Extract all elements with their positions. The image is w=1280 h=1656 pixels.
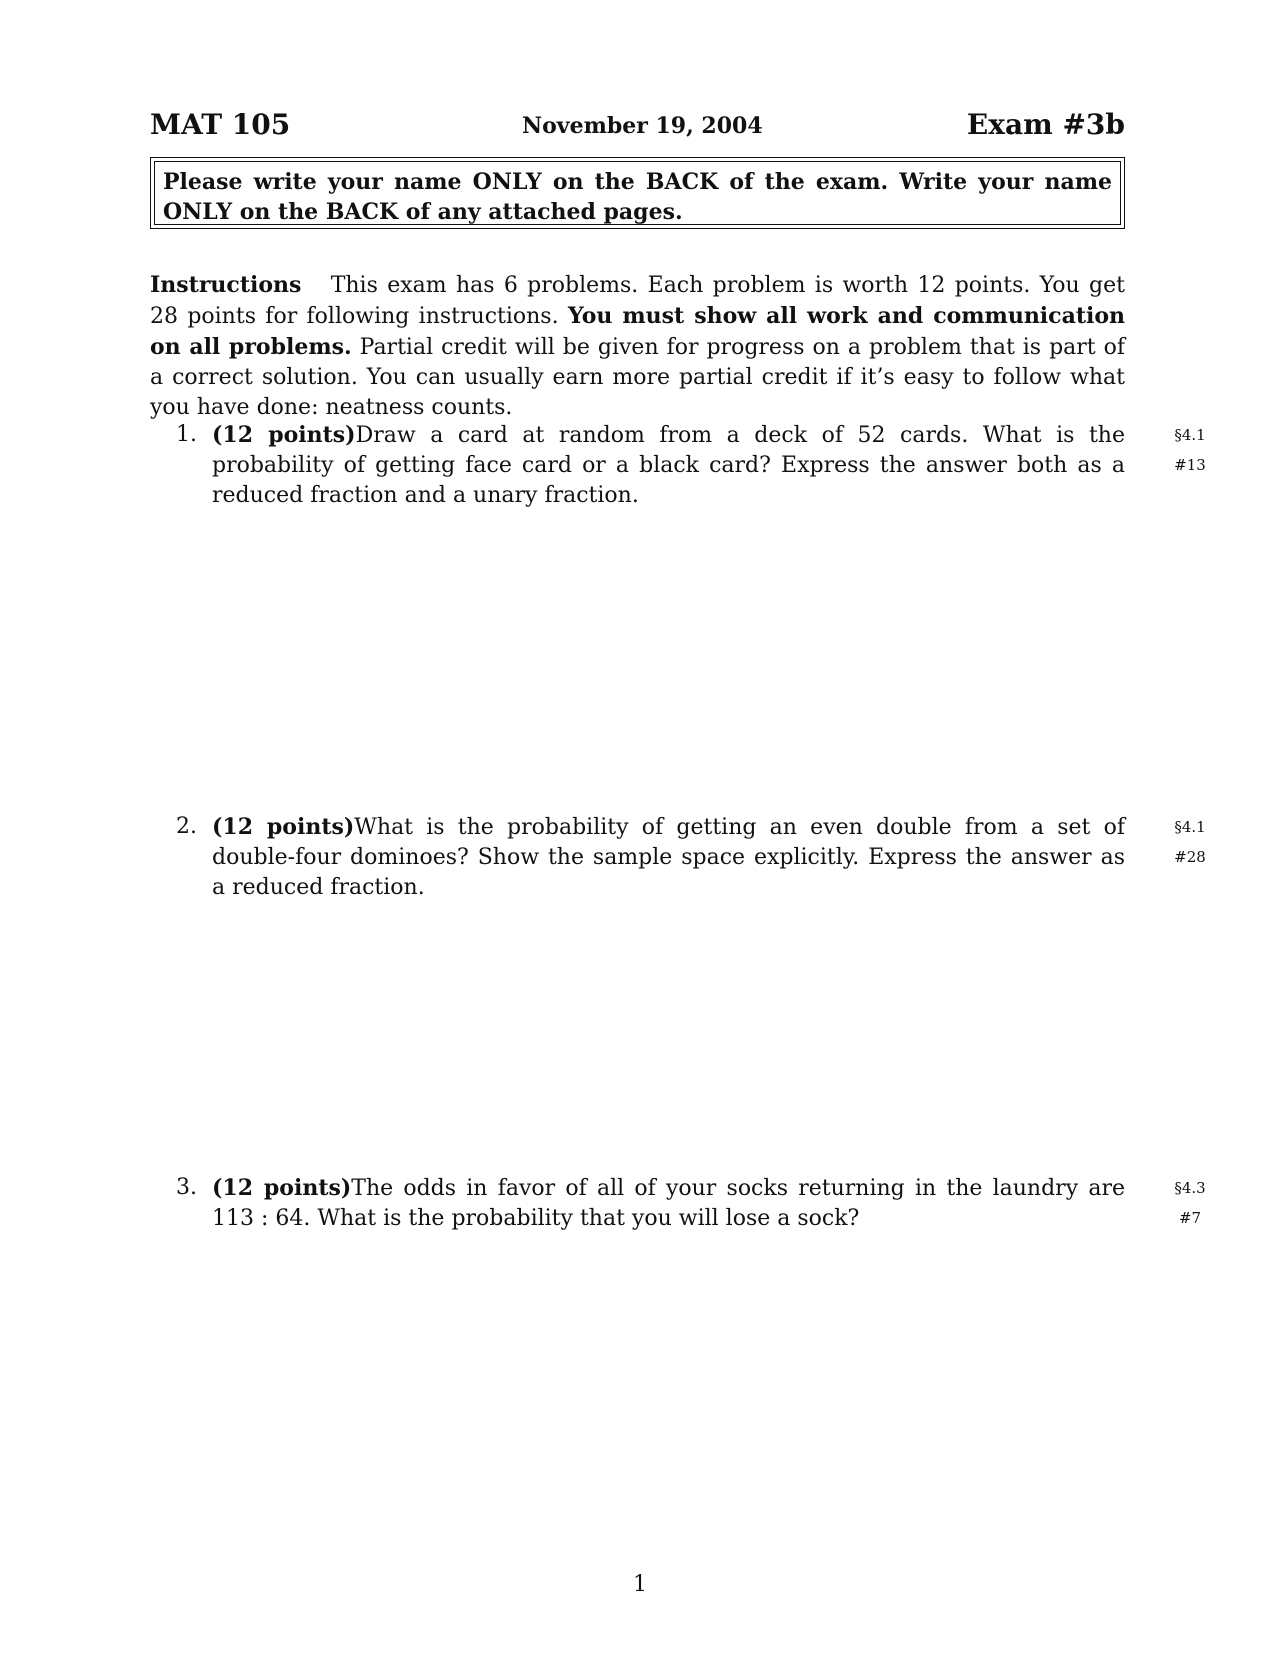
problem-text: The odds in favor of all of your socks returning in the laundry are 113 : 64. What is the probability that you will lose a sock? [212,1176,1125,1231]
problem-body [212,812,1125,903]
problem-reference [1160,420,1220,480]
problem-reference [1160,1173,1220,1233]
problem-reference [1160,812,1220,872]
problem-number: 2. [176,814,197,839]
instructions-bold: You must show all work and communication on all problems. [150,303,1126,360]
problem-text: Draw a card at random from a deck of 52 cards. What is the probability of getting face card or a black card? Express the answer both as a reduced fraction and a unary fraction. [212,423,1125,508]
name-notice-box [150,157,1125,229]
instructions-text-1: This exam has 6 problems. Each problem is worth 12 points. You get 28 points for following instructions. [150,273,1125,329]
exam-id: Exam #3b [966,108,1125,141]
problem-number: 3. [176,1175,197,1200]
section-ref: §4.1 [1174,818,1206,836]
section-ref: §4.3 [1174,1179,1206,1197]
page-number: 1 [633,1572,647,1597]
exercise-ref: #28 [1174,848,1206,866]
exercise-ref: #7 [1178,1209,1202,1227]
problem-body [212,420,1125,511]
problem-body [212,1173,1125,1234]
exam-date: November 19, 2004 [522,113,763,139]
exam-header [150,108,1125,148]
problem-points: (12 points) [212,1175,352,1201]
section-ref: §4.1 [1174,426,1206,444]
problem-points: (12 points) [212,422,356,448]
problem-text: What is the probability of getting an even double from a set of double-four dominoes? Show the sample space explicitly. Express the answer as a reduced fraction. [212,815,1125,900]
instructions-text-2: Partial credit will be given for progress on a problem that is part of a correct solution. You can usually earn more partial credit if it’s easy to follow what you have done: neatness counts. [150,335,1125,420]
name-notice-text: Please write your name ONLY on the BACK of the exam. Write your name ONLY on the BACK of any attached pages. [154,161,1121,225]
problem-points: (12 points) [212,814,355,840]
instructions-heading: Instructions [150,272,302,298]
course-code: MAT 105 [150,108,291,141]
instructions [150,270,1125,423]
problem-number: 1. [176,422,197,447]
exercise-ref: #13 [1174,456,1206,474]
